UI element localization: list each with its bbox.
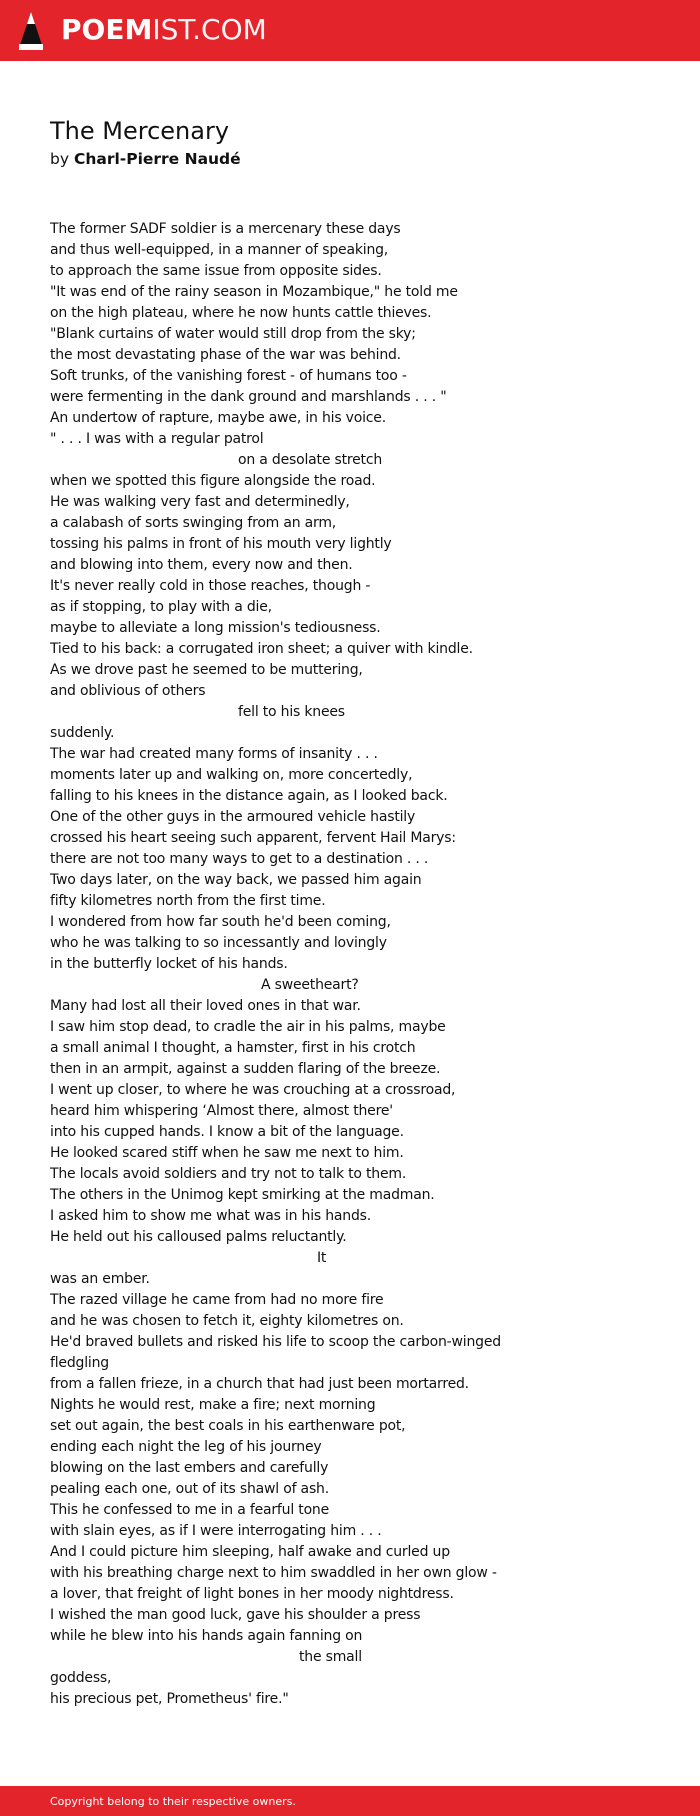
poem-line: maybe to alleviate a long mission's tediousness. [50,620,381,636]
poem-line: tossing his palms in front of his mouth very lightly [50,536,392,552]
poem-line: This he confessed to me in a fearful tone [50,1502,330,1518]
poem-line: "It was end of the rainy season in Mozambique," he told me [50,284,458,300]
poem-line: who he was talking to so incessantly and lovingly [50,935,387,951]
poem-line: with slain eyes, as if I were interrogating him . . . [50,1523,382,1539]
poem-title: The Mercenary [50,117,230,145]
logo-light-text: IST.COM [152,13,267,46]
poem-line: was an ember. [50,1271,150,1287]
copyright-text: Copyright belong to their respective owners. [50,1795,296,1808]
poem-line: He held out his calloused palms reluctantly. [50,1229,347,1245]
poem-line: Nights he would rest, make a fire; next morning [50,1397,376,1413]
poem-line: Tied to his back: a corrugated iron sheet; a quiver with kindle. [50,641,473,657]
poem-line: fifty kilometres north from the first time. [50,893,326,909]
poem-line: Many had lost all their loved ones in that war. [50,998,361,1014]
poem-line: And I could picture him sleeping, half awake and curled up [50,1544,450,1560]
poem-line: As we drove past he seemed to be muttering, [50,662,363,678]
poem-line: An undertow of rapture, maybe awe, in his voice. [50,410,386,426]
poem-line: The locals avoid soldiers and try not to talk to them. [50,1166,407,1182]
poem-author: Charl-Pierre Naudé [73,150,241,168]
poem-line: into his cupped hands. I know a bit of the language. [50,1124,404,1140]
poem-line: fledgling [50,1355,109,1371]
poem-line: He looked scared stiff when he saw me next to him. [50,1145,404,1161]
poem-line: goddess, [50,1670,112,1686]
poem-line: The war had created many forms of insanity . . . [50,746,378,762]
poem-line: and blowing into them, every now and then. [50,557,353,573]
poem-line: from a fallen frieze, in a church that had just been mortarred. [50,1376,469,1392]
poem-line: Soft trunks, of the vanishing forest - of humans too - [50,368,407,384]
poem-byline [50,148,241,170]
poem-line: ending each night the leg of his journey [50,1439,322,1455]
poem-line: and he was chosen to fetch it, eighty kilometres on. [50,1313,404,1329]
poem-line: I saw him stop dead, to cradle the air in his palms, maybe [50,1019,446,1035]
poem-line: One of the other guys in the armoured vehicle hastily [50,809,416,825]
poem-line: I asked him to show me what was in his hands. [50,1208,371,1224]
logo-bold-text: POEM [61,13,153,46]
poem-line: The former SADF soldier is a mercenary these days [50,221,401,237]
site-header [0,0,700,61]
poem-line: a calabash of sorts swinging from an arm, [50,515,337,531]
poem-line: I wondered from how far south he'd been coming, [50,914,391,930]
poem-line: I went up closer, to where he was crouching at a crossroad, [50,1082,456,1098]
poem-line: and thus well-equipped, in a manner of speaking, [50,242,389,258]
poem-line: It [317,1250,327,1266]
poem-line: and oblivious of others [50,683,206,699]
poem-line: heard him whispering ‘Almost there, almost there' [50,1103,393,1119]
poem-line: The razed village he came from had no more fire [50,1292,384,1308]
poem-line: in the butterfly locket of his hands. [50,956,288,972]
poem-line: crossed his heart seeing such apparent, fervent Hail Marys: [50,830,456,846]
poem-line: pealing each one, out of its shawl of ash. [50,1481,329,1497]
poem-line: blowing on the last embers and carefully [50,1460,329,1476]
poem-line: with his breathing charge next to him swaddled in her own glow - [50,1565,497,1581]
poem-line: as if stopping, to play with a die, [50,599,272,615]
poem-line: on a desolate stretch [238,452,383,468]
poem-body [50,219,610,1710]
poem-line: moments later up and walking on, more concertedly, [50,767,413,783]
poem-line: fell to his knees [238,704,345,720]
poem-line: were fermenting in the dank ground and marshlands . . . " [50,389,447,405]
pencil-logo-icon[interactable] [18,10,44,52]
poem-line: " . . . I was with a regular patrol [50,431,264,447]
poem-line: falling to his knees in the distance again, as I looked back. [50,788,448,804]
poem-line: A sweetheart? [261,977,359,993]
poem-line: then in an armpit, against a sudden flaring of the breeze. [50,1061,441,1077]
poem-line: there are not too many ways to get to a destination . . . [50,851,429,867]
poem-line: while he blew into his hands again fanning on [50,1628,363,1644]
poem-line: suddenly. [50,725,115,741]
poem-line: the most devastating phase of the war was behind. [50,347,401,363]
poem-line: The others in the Unimog kept smirking at the madman. [50,1187,435,1203]
poem-line: He was walking very fast and determinedly, [50,494,350,510]
poem-line: set out again, the best coals in his earthenware pot, [50,1418,406,1434]
poem-line: when we spotted this figure alongside the road. [50,473,376,489]
site-logo[interactable] [61,12,267,48]
poem-line: Two days later, on the way back, we passed him again [50,872,422,888]
poem-line: on the high plateau, where he now hunts cattle thieves. [50,305,432,321]
by-label: by [50,150,70,168]
site-footer [0,1786,700,1816]
poem-line: the small [299,1649,362,1665]
poem-line: his precious pet, Prometheus' fire." [50,1691,289,1707]
poem-line: I wished the man good luck, gave his shoulder a press [50,1607,421,1623]
poem-line: to approach the same issue from opposite sides. [50,263,382,279]
poem-line: He'd braved bullets and risked his life to scoop the carbon-winged [50,1334,501,1350]
poem-line: a small animal I thought, a hamster, first in his crotch [50,1040,416,1056]
poem-line: It's never really cold in those reaches, though - [50,578,371,594]
poem-line: a lover, that freight of light bones in her moody nightdress. [50,1586,454,1602]
poem-line: "Blank curtains of water would still drop from the sky; [50,326,416,342]
